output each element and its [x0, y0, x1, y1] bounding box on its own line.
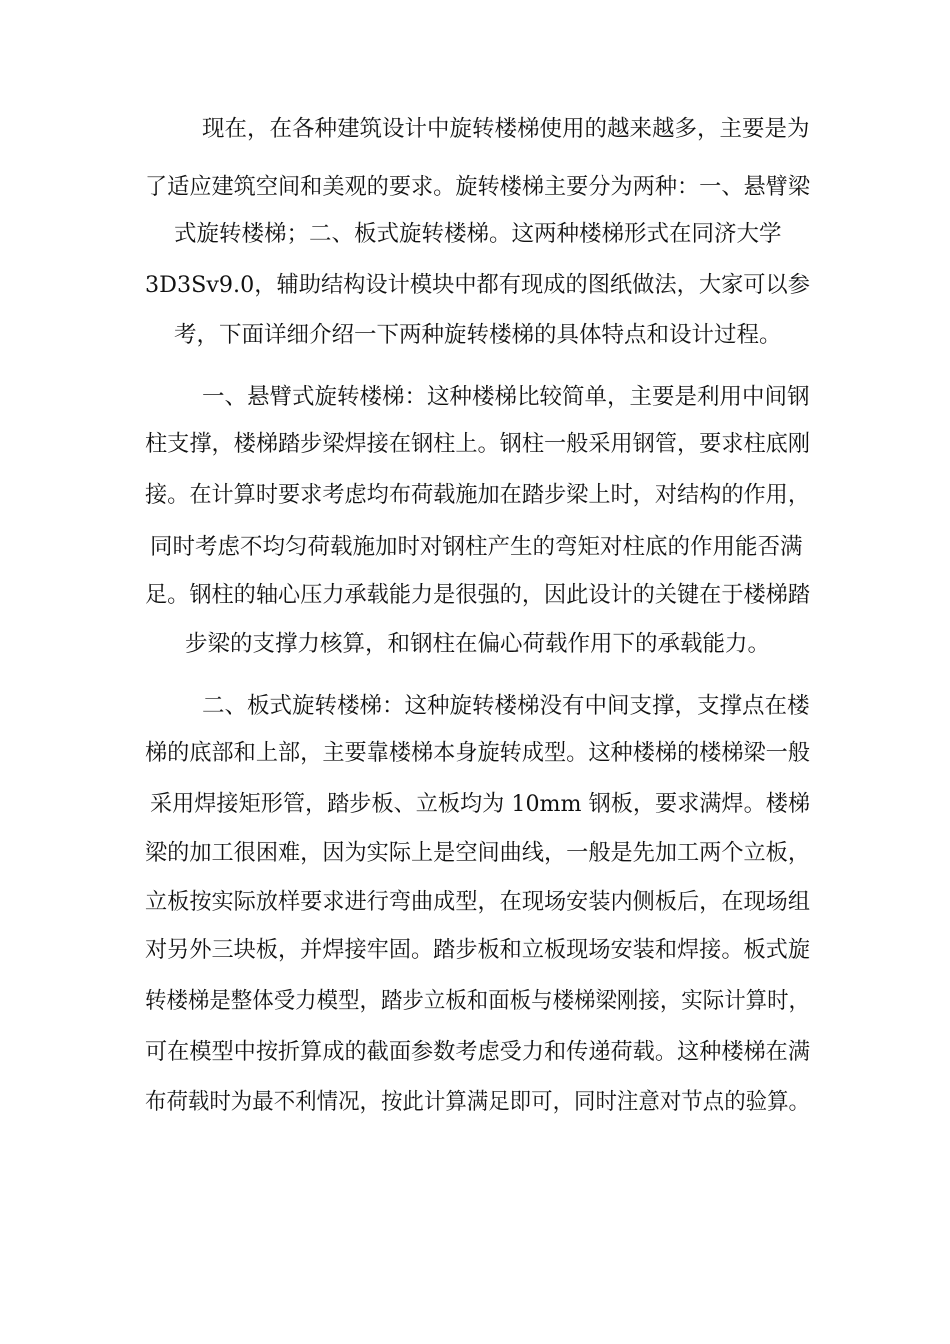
text-line: 了适应建筑空间和美观的要求。旋转楼梯主要分为两种：一、悬臂梁	[145, 174, 811, 200]
text-line: 同时考虑不均匀荷载施加时对钢柱产生的弯矩对柱底的作用能否满	[150, 534, 803, 560]
text-line: 采用焊接矩形管，踏步板、立板均为 10mm 钢板，要求满焊。楼梯	[150, 791, 811, 817]
text-line: 布荷载时为最不利情况，按此计算满足即可，同时注意对节点的验算。	[145, 1089, 811, 1115]
text-line: 足。钢柱的轴心压力承载能力是很强的，因此设计的关键在于楼梯踏	[145, 582, 811, 608]
text-line: 接。在计算时要求考虑均布荷载施加在踏步梁上时，对结构的作用，	[145, 482, 811, 508]
text-line: 转楼梯是整体受力模型，踏步立板和面板与楼梯梁刚接，实际计算时，	[145, 988, 811, 1014]
text-line: 现在，在各种建筑设计中旋转楼梯使用的越来越多，主要是为	[202, 116, 810, 142]
text-line: 考，下面详细介绍一下两种旋转楼梯的具体特点和设计过程。	[174, 322, 782, 348]
text-line: 二、板式旋转楼梯：这种旋转楼梯没有中间支撑，支撑点在楼	[202, 693, 810, 719]
text-line: 梁的加工很困难，因为实际上是空间曲线，一般是先加工两个立板，	[145, 840, 811, 866]
text-line: 式旋转楼梯；二、板式旋转楼梯。这两种楼梯形式在同济大学	[174, 221, 782, 247]
text-line: 可在模型中按折算成的截面参数考虑受力和传递荷载。这种楼梯在满	[145, 1039, 811, 1065]
text-line: 立板按实际放样要求进行弯曲成型，在现场安装内侧板后，在现场组	[145, 889, 811, 915]
text-line: 步梁的支撑力核算，和钢柱在偏心荷载作用下的承载能力。	[185, 631, 771, 657]
text-line: 对另外三块板，并焊接牢固。踏步板和立板现场安装和焊接。板式旋	[145, 937, 811, 963]
text-line: 3D3Sv9.0，辅助结构设计模块中都有现成的图纸做法，大家可以参	[145, 272, 811, 298]
text-line: 柱支撑，楼梯踏步梁焊接在钢柱上。钢柱一般采用钢管，要求柱底刚	[145, 431, 811, 457]
text-line: 梯的底部和上部，主要靠楼梯本身旋转成型。这种楼梯的楼梯梁一般	[145, 740, 811, 766]
text-line: 一、悬臂式旋转楼梯：这种楼梯比较简单，主要是利用中间钢	[202, 384, 810, 410]
